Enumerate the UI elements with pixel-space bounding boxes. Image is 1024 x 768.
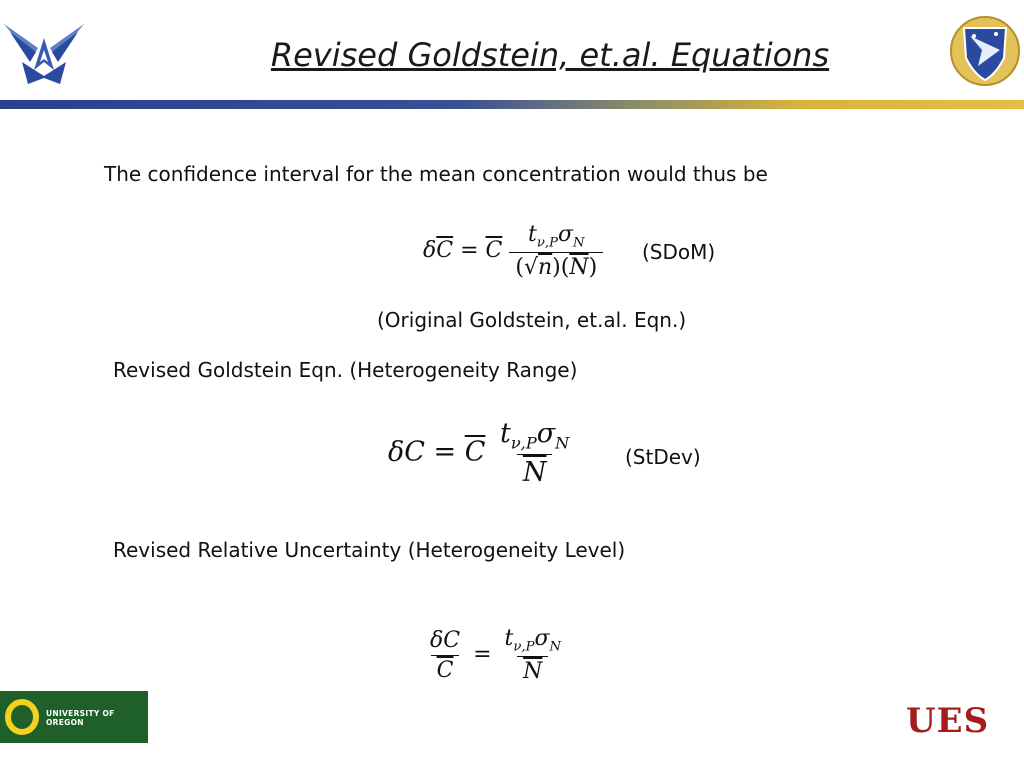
equation-relative-uncertainty: $\frac{\delta C}{C}$ = $\frac{t_{\nu,P}\sigma_N}{N}$ <box>430 626 562 685</box>
equation-stdev: $\delta C = \overline{C}$ $\frac{t_{\nu,P}\sigma_N}{N}$ <box>388 418 570 489</box>
air-force-wings-icon <box>2 10 86 93</box>
equation-sdom: $\delta\overline{C} = \overline{C}$ $\frac{t_{\nu,P}\sigma_N}{(√n)(\overline{N})}$ <box>423 222 603 280</box>
university-of-oregon-logo <box>0 691 148 743</box>
ues-logo: UES <box>906 701 990 741</box>
page-title: Revised Goldstein, et.al. Equations <box>270 36 830 74</box>
equation-caption-original: (Original Goldstein, et.al. Eqn.) <box>377 308 687 332</box>
section-heading-heterogeneity-range: Revised Goldstein Eqn. (Heterogeneity Range) <box>113 358 578 382</box>
university-name: UNIVERSITY OF OREGON <box>46 709 115 727</box>
equation-tag-stdev: (StDev) <box>625 445 701 469</box>
section-heading-heterogeneity-level: Revised Relative Uncertainty (Heterogeneity Level) <box>113 538 626 562</box>
oregon-o-icon <box>4 697 44 737</box>
afrl-shield-icon <box>948 14 1022 93</box>
header-divider <box>0 100 1024 109</box>
intro-text: The confidence interval for the mean concentration would thus be <box>104 162 768 186</box>
equation-tag-sdom: (SDoM) <box>642 240 716 264</box>
